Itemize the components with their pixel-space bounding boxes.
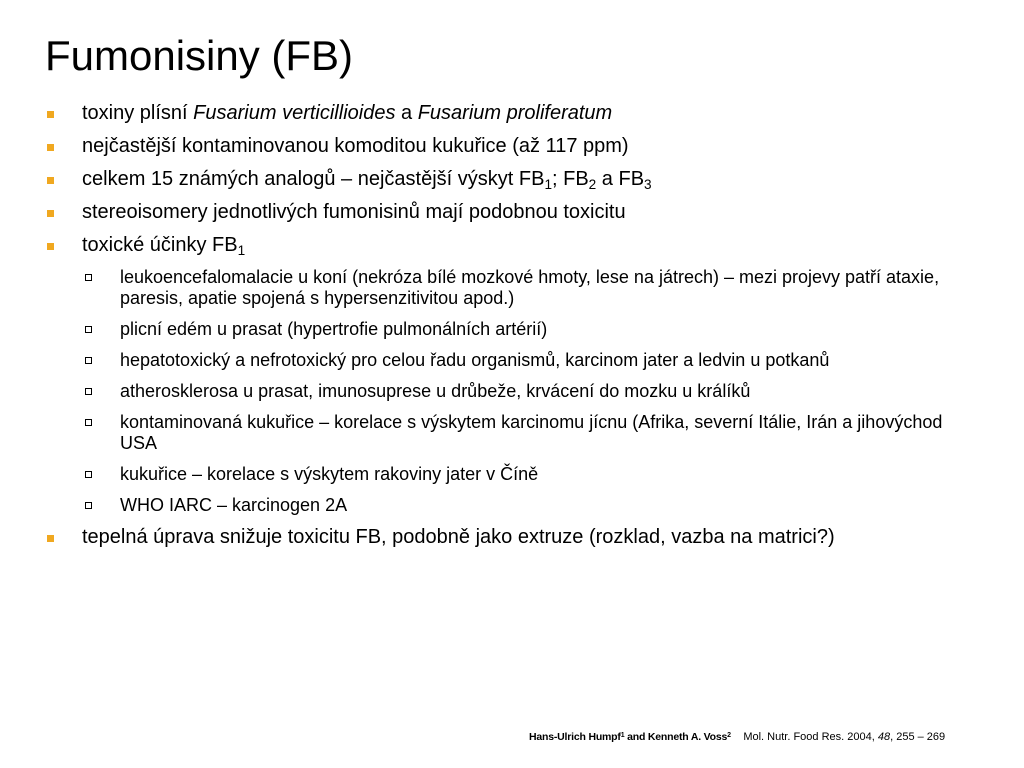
bullet-text: nejčastější kontaminovanou komoditou kukuřice (až 117 ppm)	[82, 135, 629, 157]
sub-bullet-text: plicní edém u prasat (hypertrofie pulmonálních artérií)	[120, 319, 548, 339]
bullet-item	[0, 201, 962, 224]
hollow-square-bullet-icon	[85, 388, 92, 395]
species-name: Fusarium proliferatum	[417, 102, 613, 124]
sub-bullet-item	[0, 267, 960, 309]
sub-bullet-list	[0, 267, 1024, 516]
square-bullet-icon	[47, 243, 54, 250]
citation-authors	[529, 731, 731, 743]
sub-bullet-text: atherosklerosa u prasat, imunosuprese u drůbeže, krvácení do mozku u králíků	[120, 381, 751, 401]
text-segment: celkem 15 známých analogů – nejčastější výskyt FB	[82, 168, 545, 190]
sub-bullet-item	[0, 464, 960, 485]
sub-bullet-item	[0, 350, 960, 371]
sub-bullet-text: kukuřice – korelace s výskytem rakoviny jater v Číně	[120, 464, 539, 484]
sub-bullet-item	[0, 495, 960, 516]
bullet-item	[0, 234, 962, 257]
species-name: Fusarium verticillioides	[193, 102, 396, 124]
citation-journal	[743, 731, 945, 743]
subscript: 1	[237, 243, 246, 259]
text-segment: ; FB	[552, 168, 589, 190]
sub-bullet-item	[0, 319, 960, 340]
journal-volume: 48	[877, 731, 891, 743]
subscript: 3	[644, 177, 652, 193]
hollow-square-bullet-icon	[85, 326, 92, 333]
sub-bullet-item	[0, 412, 960, 454]
square-bullet-icon	[47, 144, 54, 151]
sub-bullet-item	[0, 381, 960, 402]
subscript: 1	[544, 177, 552, 193]
square-bullet-icon	[47, 177, 54, 184]
slide-title: Fumonisiny (FB)	[45, 32, 354, 79]
subscript: 2	[588, 177, 597, 193]
square-bullet-icon	[47, 535, 54, 542]
hollow-square-bullet-icon	[85, 419, 92, 426]
hollow-square-bullet-icon	[85, 502, 92, 509]
hollow-square-bullet-icon	[85, 274, 92, 281]
square-bullet-icon	[47, 111, 54, 118]
sub-bullet-text: hepatotoxický a nefrotoxický pro celou řadu organismů, karcinom jater a ledvin u potkanů	[120, 350, 830, 370]
superscript: 1	[620, 732, 625, 739]
text-segment: toxické účinky FB	[82, 234, 238, 256]
square-bullet-icon	[47, 210, 54, 217]
text-segment: a	[395, 102, 418, 124]
author-name: and Kenneth A. Voss	[624, 731, 728, 743]
bullet-text	[82, 168, 652, 193]
bullet-list	[0, 102, 1024, 559]
text-segment: toxiny plísní	[82, 102, 194, 124]
bullet-text	[82, 102, 612, 124]
bullet-text	[82, 234, 246, 259]
journal-pages: , 255 – 269	[890, 731, 946, 743]
sub-bullet-text: kontaminovaná kukuřice – korelace s výskytem karcinomu jícnu (Afrika, severní Itálie, Irán a jihovýchod USA	[120, 412, 943, 453]
bullet-item	[0, 526, 962, 549]
author-name: Hans-Ulrich Humpf	[529, 731, 621, 743]
bullet-item	[0, 168, 962, 191]
sub-bullet-text: WHO IARC – karcinogen 2A	[120, 495, 348, 515]
bullet-item	[0, 102, 962, 125]
bullet-text: tepelná úprava snižuje toxicitu FB, podobně jako extruze (rozklad, vazba na matrici?)	[82, 526, 835, 548]
sub-bullet-text: leukoencefalomalacie u koní (nekróza bílé mozkové hmoty, lese na játrech) – mezi projevy patří ataxie, paresis, apatie spojená s hypersenzitivitou apod.)	[120, 267, 940, 308]
superscript: 2	[727, 732, 731, 739]
citation	[529, 727, 945, 745]
bullet-text: stereoisomery jednotlivých fumonisinů mají podobnou toxicitu	[82, 201, 626, 223]
text-segment: a FB	[596, 168, 645, 190]
hollow-square-bullet-icon	[85, 357, 92, 364]
journal-name: Mol. Nutr. Food Res. 2004,	[743, 731, 878, 743]
hollow-square-bullet-icon	[85, 471, 92, 478]
bullet-item	[0, 135, 962, 158]
